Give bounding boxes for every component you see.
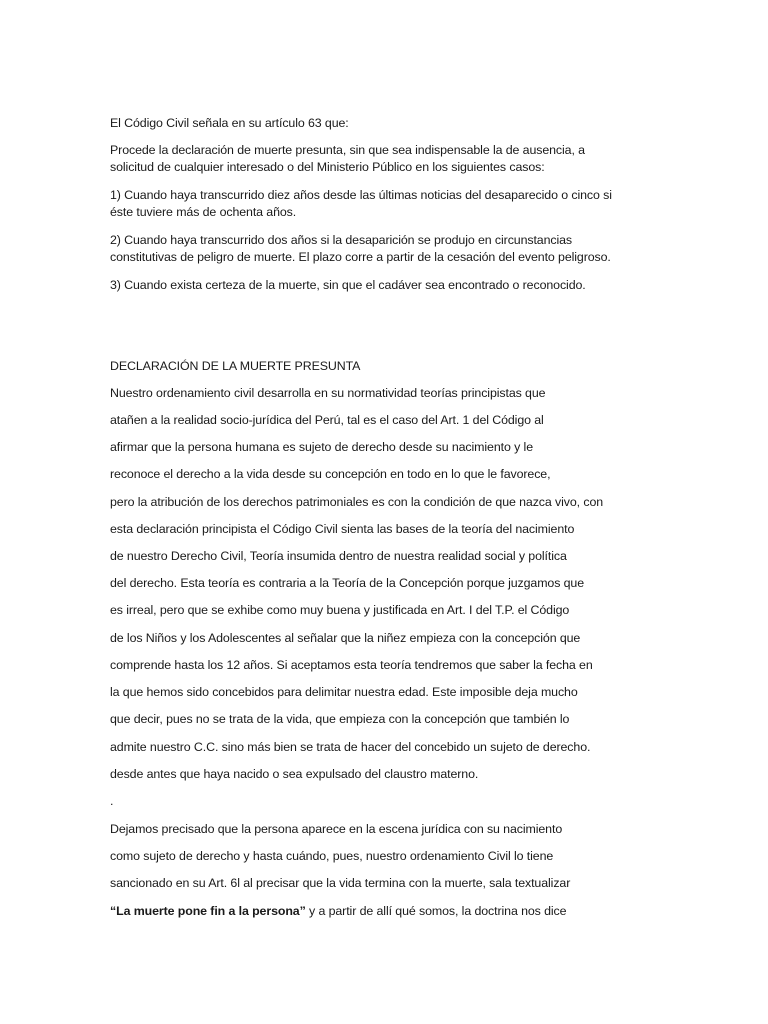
body2-line: como sujeto de derecho y hasta cuándo, pues, nuestro ordenamiento Civil lo tiene <box>110 849 554 863</box>
body-line: que decir, pues no se trata de la vida, que empieza con la concepción que también lo <box>110 712 570 726</box>
case-3: 3) Cuando exista certeza de la muerte, sin que el cadáver sea encontrado o reconocido. <box>110 278 586 292</box>
body-line: la que hemos sido concebidos para delimitar nuestra edad. Este imposible deja mucho <box>110 685 578 699</box>
last-line-rest: y a partir de allí qué somos, la doctrina nos dice <box>305 904 567 918</box>
body-line: esta declaración principista el Código Civil sienta las bases de la teoría del nacimiento <box>110 522 575 536</box>
case-1-line-2: éste tuviere más de ochenta años. <box>110 205 297 219</box>
body-line: atañen a la realidad socio-jurídica del Perú, tal es el caso del Art. 1 del Código al <box>110 413 544 427</box>
body-line: reconoce el derecho a la vida desde su concepción en todo en lo que le favorece, <box>110 467 551 481</box>
body-line: de los Niños y los Adolescentes al señalar que la niñez empieza con la concepción que <box>110 631 581 645</box>
body-line: Nuestro ordenamiento civil desarrolla en su normatividad teorías principistas que <box>110 386 546 400</box>
body-line: admite nuestro C.C. sino más bien se trata de hacer del concebido un sujeto de derecho. <box>110 740 591 754</box>
body-line: del derecho. Esta teoría es contraria a la Teoría de la Concepción porque juzgamos que <box>110 576 585 590</box>
body-line: pero la atribución de los derechos patrimoniales es con la condición de que nazca vivo, con <box>110 495 604 509</box>
case-1-line-1: 1) Cuando haya transcurrido diez años desde las últimas noticias del desaparecido o cinco si <box>110 188 612 202</box>
quoted-phrase: “La muerte pone fin a la persona” <box>110 904 306 918</box>
intro-paragraph-line-2: solicitud de cualquier interesado o del Ministerio Público en los siguientes casos: <box>110 160 545 174</box>
body-line: es irreal, pero que se exhibe como muy buena y justificada en Art. I del T.P. el Código <box>110 603 570 617</box>
last-line <box>110 903 566 919</box>
body-line: afirmar que la persona humana es sujeto de derecho desde su nacimiento y le <box>110 440 533 454</box>
intro-heading: El Código Civil señala en su artículo 63 que: <box>110 116 349 130</box>
case-2-line-2: constitutivas de peligro de muerte. El plazo corre a partir de la cesación del evento peligroso. <box>110 250 611 264</box>
intro-paragraph-line-1: Procede la declaración de muerte presunta, sin que sea indispensable la de ausencia, a <box>110 143 585 157</box>
separator-dot: . <box>110 794 114 808</box>
body2-line: Dejamos precisado que la persona aparece en la escena jurídica con su nacimiento <box>110 822 563 836</box>
body2-line: sancionado en su Art. 6l al precisar que la vida termina con la muerte, sala textualizar <box>110 876 571 890</box>
case-2-line-1: 2) Cuando haya transcurrido dos años si la desaparición se produjo en circunstancias <box>110 233 573 247</box>
body-line: comprende hasta los 12 años. Si aceptamos esta teoría tendremos que saber la fecha en <box>110 658 593 672</box>
body-line: de nuestro Derecho Civil, Teoría insumida dentro de nuestra realidad social y política <box>110 549 567 563</box>
section-title: DECLARACIÓN DE LA MUERTE PRESUNTA <box>110 359 361 373</box>
body-line: desde antes que haya nacido o sea expulsado del claustro materno. <box>110 767 479 781</box>
